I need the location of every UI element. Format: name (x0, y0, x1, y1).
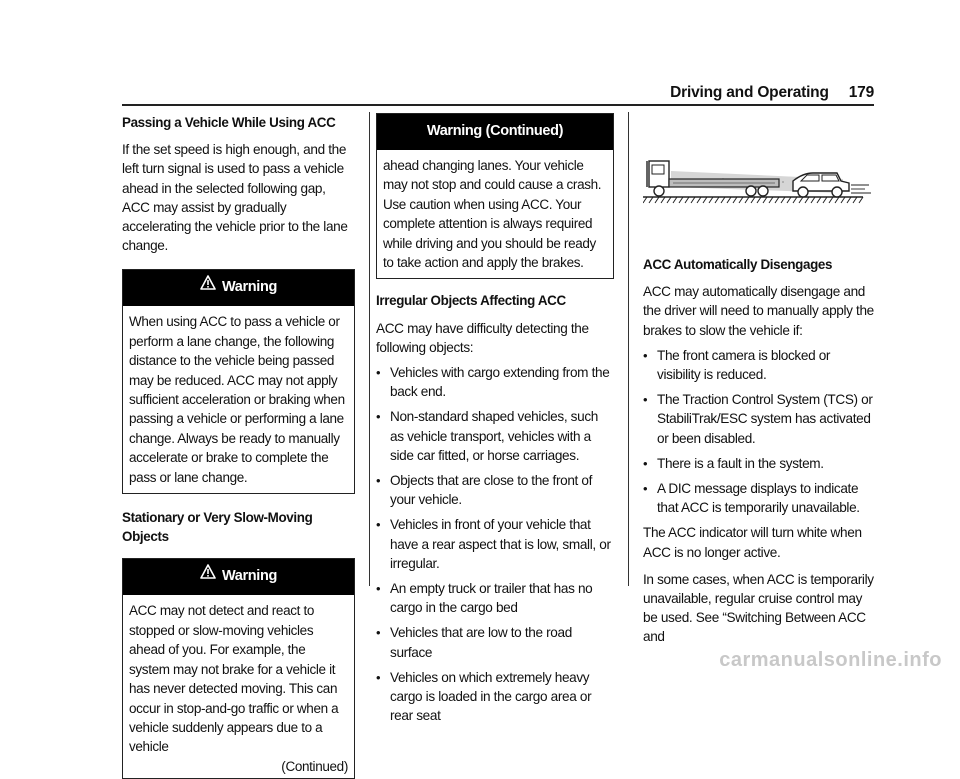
para-irregular-intro: ACC may have difficulty detecting the following objects: (376, 320, 589, 355)
column-3 (643, 113, 875, 647)
header-rule (122, 104, 874, 106)
list-item: • A DIC message displays to indicate that ACC is temporarily unavailable. (643, 479, 875, 517)
list-item: • An empty truck or trailer that has no cargo in the cargo bed (376, 579, 614, 617)
page-number: 179 (848, 84, 874, 101)
list-item: • Vehicles on which extremely heavy cargo is loaded in the cargo area or rear seat (376, 668, 614, 726)
column-1 (122, 113, 355, 779)
warning-text: When using ACC to pass a vehicle or perform a lane change, the following distance to the vehicle being passed may be reduced. ACC may not apply sufficient acceleration or braking when passing a vehicle or performing a lane change. Always be ready to manually accelerate or brake to complete the pass or lane change. (129, 314, 345, 485)
warning-header (123, 270, 354, 306)
page-header (670, 84, 874, 102)
list-item: • Vehicles with cargo extending from the back end. (376, 363, 614, 401)
list-item: • There is a fault in the system. (643, 454, 875, 473)
section-title: Driving and Operating (670, 84, 829, 101)
warning-box-continued (376, 113, 614, 279)
list-item: • Vehicles that are low to the road surface (376, 623, 614, 661)
list-item: • Non-standard shaped vehicles, such as vehicle transport, vehicles with a side car fitted, or horse carriages. (376, 407, 614, 465)
flatbed-truck-car-illustration (643, 113, 875, 241)
warning-text: ACC may not detect and react to stopped or slow-moving vehicles ahead of you. For example, the system may not brake for a vehicle it has never detected moving. This can occur in stop-and-go traffic or when a vehicle suddenly appears due to a vehicle (129, 603, 339, 755)
warning-header: Warning (Continued) (377, 114, 613, 150)
warning-title: Warning (221, 279, 277, 296)
heading-irregular-objects: Irregular Objects Affecting ACC (376, 293, 566, 309)
list-item: • Vehicles in front of your vehicle that have a rear aspect that is low, small, or irregular. (376, 515, 614, 573)
warning-triangle-icon (200, 558, 216, 592)
warning-box-passing (122, 269, 355, 494)
heading-passing-vehicle: Passing a Vehicle While Using ACC (122, 115, 336, 130)
disengage-conditions-list (643, 346, 875, 518)
para-passing: If the set speed is high enough, and the left turn signal is used to pass a vehicle ahead in the selected following gap, ACC may assist by gradually accelerating the vehicle prior to the lane change. (122, 142, 348, 254)
list-item: • The Traction Control System (TCS) or StabiliTrak/ESC system has activated or been disabled. (643, 390, 875, 448)
warning-triangle-icon (200, 269, 216, 303)
column-divider-1 (369, 112, 370, 586)
column-2 (376, 113, 614, 732)
watermark: carmanualsonline.info (719, 649, 942, 671)
heading-stationary-objects: Stationary or Very Slow-Moving Objects (122, 510, 313, 545)
para-indicator: The ACC indicator will turn white when ACC is no longer active. (643, 525, 862, 560)
continued-label: (Continued) (281, 758, 348, 774)
column-divider-2 (628, 112, 629, 586)
heading-acc-disengages: ACC Automatically Disengages (643, 257, 833, 272)
warning-text: ahead changing lanes. Your vehicle may not stop and could cause a crash. Use caution when using ACC. Your complete attention is always required while driving and you should be ready to take action and apply the brakes. (383, 158, 602, 271)
para-disengage-intro: ACC may automatically disengage and the driver will need to manually apply the brakes to slow the vehicle if: (643, 284, 874, 338)
para-temporarily-unavailable: In some cases, when ACC is temporarily unavailable, regular cruise control may be used. See “Switching Between ACC and (643, 571, 874, 645)
list-item: • The front camera is blocked or visibility is reduced. (643, 346, 875, 384)
list-item: • Objects that are close to the front of your vehicle. (376, 471, 614, 509)
warning-header (123, 559, 354, 595)
warning-title: Warning (221, 568, 277, 585)
